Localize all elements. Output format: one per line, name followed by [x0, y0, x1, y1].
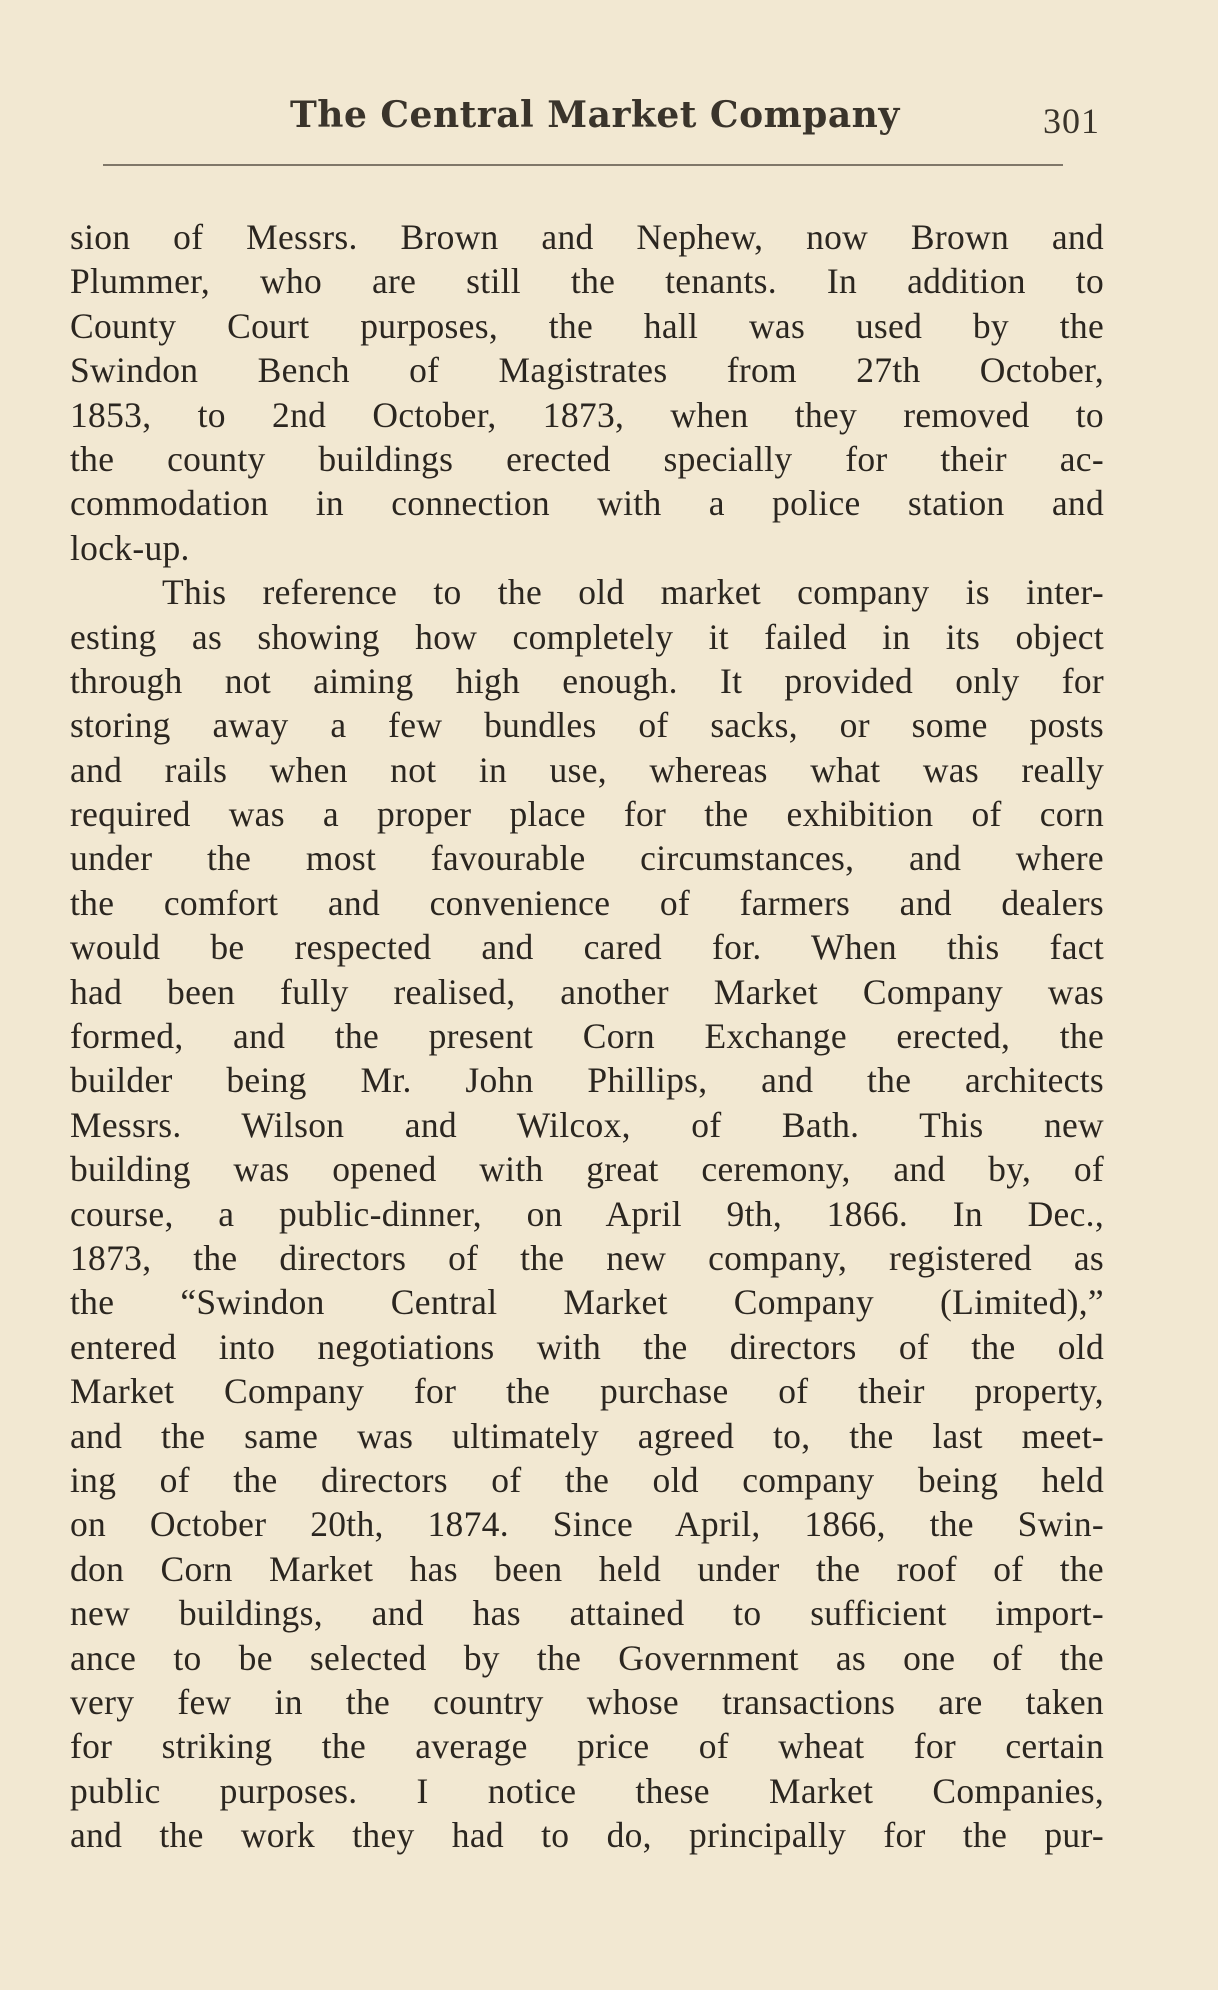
header-rule	[103, 164, 1063, 166]
text-line: Messrs. Wilson and Wilcox, of Bath. This new	[70, 1104, 1104, 1145]
text-line: building was opened with great ceremony, and by, of	[70, 1149, 1104, 1190]
page-number: 301	[1043, 101, 1100, 141]
text-line: ing of the directors of the old company being held	[70, 1459, 1104, 1500]
text-line: ance to be selected by the Government as one of the	[70, 1637, 1104, 1678]
text-line: the “Swindon Central Market Company (Limited),”	[70, 1282, 1104, 1323]
body-text	[70, 215, 1104, 1857]
text-line: builder being Mr. John Phillips, and the architects	[70, 1060, 1104, 1101]
text-line: and the same was ultimately agreed to, the last meet-	[70, 1415, 1104, 1456]
text-line: course, a public-dinner, on April 9th, 1866. In Dec.,	[70, 1193, 1104, 1234]
text-line: very few in the country whose transactions are taken	[70, 1681, 1104, 1722]
text-line: Market Company for the purchase of their property,	[70, 1371, 1104, 1412]
text-line: entered into negotiations with the directors of the old	[70, 1326, 1104, 1367]
text-line: for striking the average price of wheat for certain	[70, 1726, 1104, 1767]
text-line: esting as showing how completely it failed in its object	[70, 616, 1104, 657]
text-line: and the work they had to do, principally for the pur-	[70, 1815, 1104, 1856]
text-line: don Corn Market has been held under the roof of the	[70, 1548, 1104, 1589]
text-line: and rails when not in use, whereas what was really	[70, 749, 1104, 790]
running-title: The Central Market Company	[290, 94, 900, 136]
text-line: the comfort and convenience of farmers and dealers	[70, 882, 1104, 923]
text-line: 1853, to 2nd October, 1873, when they removed to	[70, 394, 1104, 435]
text-line: Plummer, who are still the tenants. In addition to	[70, 261, 1104, 302]
text-line: Swindon Bench of Magistrates from 27th October,	[70, 350, 1104, 391]
text-line: sion of Messrs. Brown and Nephew, now Brown and	[70, 217, 1104, 257]
text-line: This reference to the old market company is inter-	[162, 572, 1104, 613]
text-line: storing away a few bundles of sacks, or some posts	[70, 705, 1104, 746]
running-head	[160, 92, 1100, 142]
text-line: the county buildings erected specially for their ac-	[70, 438, 1104, 479]
text-line: public purposes. I notice these Market Companies,	[70, 1770, 1104, 1811]
text-line: 1873, the directors of the new company, registered as	[70, 1237, 1104, 1278]
text-line: commodation in connection with a police station and	[70, 483, 1104, 524]
text-line: required was a proper place for the exhibition of corn	[70, 794, 1104, 835]
text-line: lock-up.	[70, 527, 190, 568]
text-line: had been fully realised, another Market Company was	[70, 971, 1104, 1012]
text-line: County Court purposes, the hall was used by the	[70, 305, 1104, 346]
text-line: formed, and the present Corn Exchange erected, the	[70, 1016, 1104, 1057]
text-line: would be respected and cared for. When this fact	[70, 927, 1104, 968]
text-line: under the most favourable circumstances, and where	[70, 838, 1104, 879]
text-line: on October 20th, 1874. Since April, 1866, the Swin-	[70, 1504, 1104, 1545]
text-line: new buildings, and has attained to sufficient import-	[70, 1593, 1104, 1634]
text-line: through not aiming high enough. It provided only for	[70, 660, 1104, 701]
